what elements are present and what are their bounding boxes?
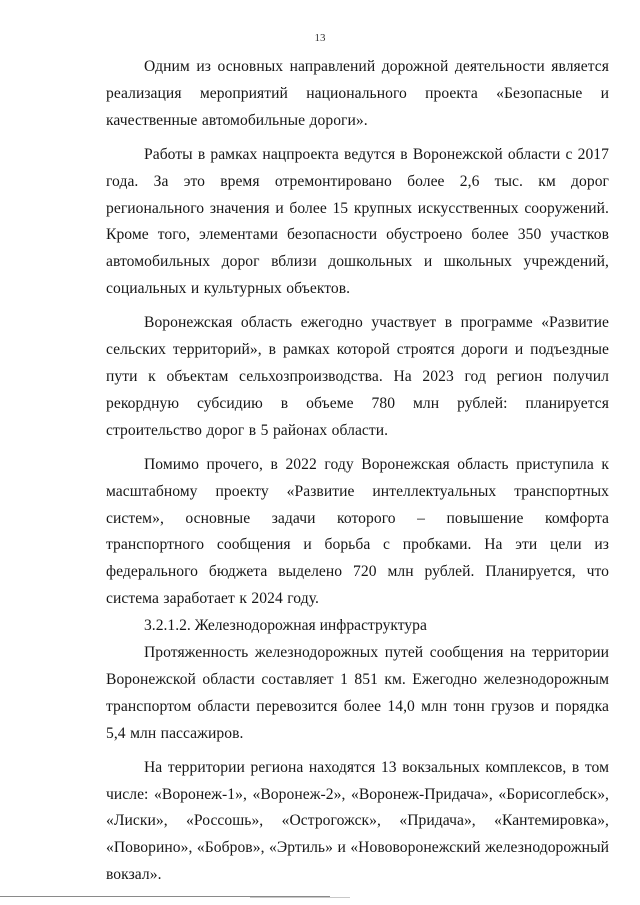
scan-artifact-line bbox=[250, 897, 350, 898]
paragraph-gap bbox=[106, 445, 609, 452]
paragraph-gap bbox=[106, 748, 609, 755]
paragraph-national-project: Работы в рамках нацпроекта ведутся в Воронежской области с 2017 года. За это время отремонтировано более 2,6 тыс. км дорог регионального значения и более 15 крупных искусственных сооружений. Кроме того, элементами безопасности обустроено более 350 участков автомобильных дорог вблизи дошкольных и школьных учреждений, социальных и культурных объектов. bbox=[106, 145, 609, 298]
paragraph-rural-program: Воронежская область ежегодно участвует в программе «Развитие сельских территорий», в рамках которой строятся дороги и подъездные пути к объектам сельхозпроизводства. На 2023 год регион получил рекордную субсидию в объеме 780 млн рублей: планируется строительство дорог в 5 районах области. bbox=[106, 314, 609, 439]
section-heading-railway: 3.2.1.2. Железнодорожная инфраструктура bbox=[144, 617, 427, 635]
page-number: 13 bbox=[314, 32, 326, 44]
paragraph-railway-stations: На территории региона находятся 13 вокзальных комплексов, в том числе: «Воронеж-1», «Воронеж-2», «Воронеж-Придача», «Борисоглебск», «Лиски», «Россошь», «Острогожск», «Придача», «Кантемировка», «Поворино», «Бобров», «Эртиль» и «Нововоронежский железнодорожный вокзал». bbox=[106, 758, 609, 884]
paragraph-road-activity: Одним из основных направлений дорожной деятельности является реализация мероприятий национального проекта «Безопасные и качественные автомобильные дороги». bbox=[106, 58, 609, 129]
paragraph-gap bbox=[106, 303, 609, 310]
paragraph-railway-length: Протяженность железнодорожных путей сообщения на территории Воронежской области составляет 1 851 км. Ежегодно железнодорожным транспортом области перевозится более 14,0 млн тонн грузов и порядка 5,4 млн пассажиров. bbox=[106, 644, 609, 742]
document-body bbox=[106, 54, 609, 889]
paragraph-gap bbox=[106, 135, 609, 142]
paragraph-intelligent-transport: Помимо прочего, в 2022 году Воронежская область приступила к масштабному проекту «Развитие интеллектуальных транспортных систем», основные задачи которого – повышение комфорта транспортного сообщения и борьба с пробками. На эти цели из федерального бюджета выделено 720 млн рублей. Планируется, что система заработает к 2024 году. bbox=[106, 455, 609, 608]
